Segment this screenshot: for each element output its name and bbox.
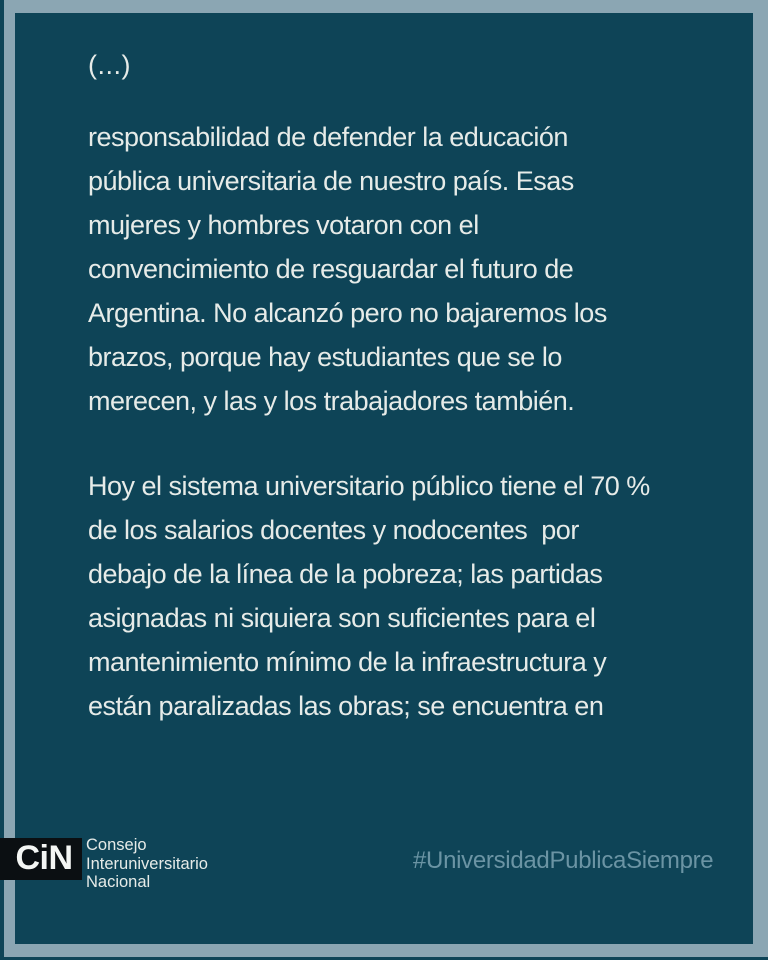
org-name-line: Consejo xyxy=(86,836,147,854)
text-line: brazos, porque hay estudiantes que se lo xyxy=(88,342,562,372)
continuation-ellipsis: (...) xyxy=(88,50,131,80)
statement-paragraph-2 xyxy=(88,464,650,728)
text-line: Hoy el sistema universitario público tiene el 70 % xyxy=(88,471,650,501)
campaign-hashtag: #UniversidadPublicaSiempre xyxy=(413,847,714,874)
statement-paragraph-1 xyxy=(88,115,607,423)
text-line: Argentina. No alcanzó pero no bajaremos los xyxy=(88,298,607,328)
text-line: de los salarios docentes y nodocentes por xyxy=(88,515,579,545)
text-line: asignadas ni siquiera son suficientes para el xyxy=(88,603,596,633)
text-line: están paralizadas las obras; se encuentra en xyxy=(88,691,604,721)
org-name-line: Nacional xyxy=(86,873,151,891)
text-line: mujeres y hombres votaron con el xyxy=(88,210,479,240)
text-line: convencimiento de resguardar el futuro de xyxy=(88,254,574,284)
cin-logo-acronym: CiN xyxy=(15,839,73,877)
org-name-line: Interuniversitario xyxy=(86,854,208,873)
text-line: mantenimiento mínimo de la infraestructura y xyxy=(88,647,607,677)
text-line: merecen, y las y los trabajadores también. xyxy=(88,386,575,416)
text-line: debajo de la línea de la pobreza; las partidas xyxy=(88,559,603,589)
text-line: responsabilidad de defender la educación xyxy=(88,122,568,152)
text-line: pública universitaria de nuestro país. Esas xyxy=(88,166,574,196)
cin-logo xyxy=(0,838,82,880)
org-name xyxy=(86,836,208,892)
